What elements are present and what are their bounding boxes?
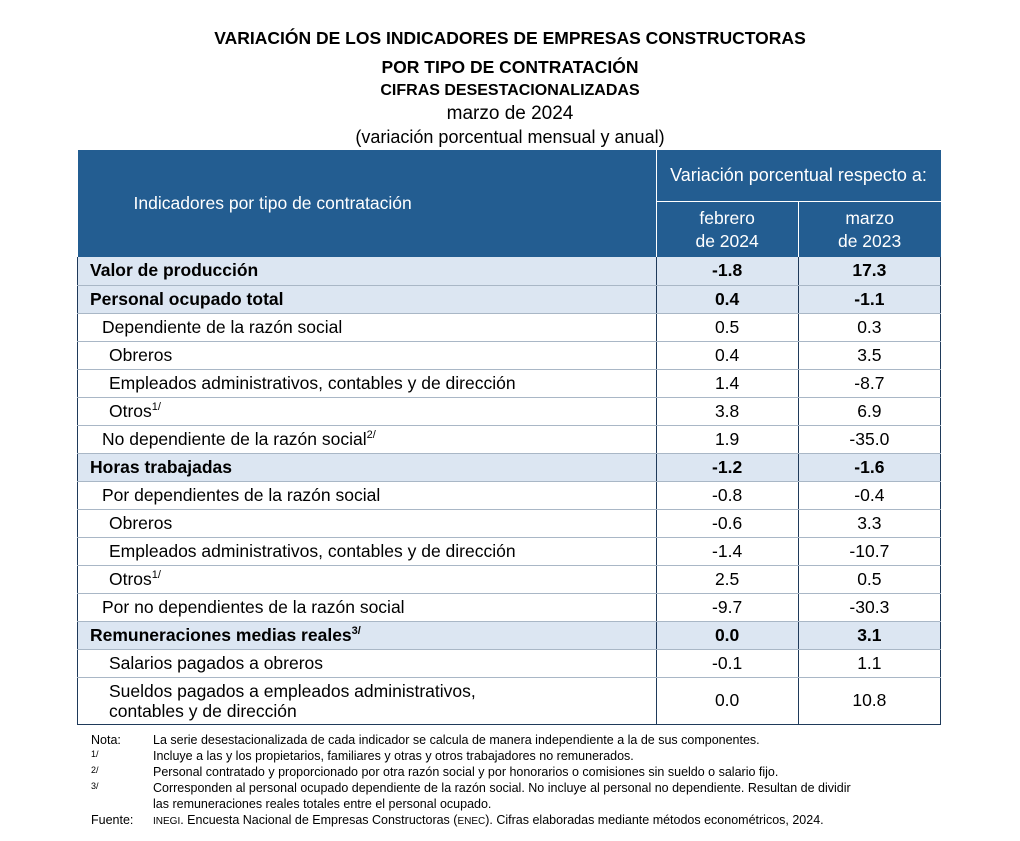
row-label-text: Horas trabajadas	[90, 456, 233, 477]
source-enec: ENEC	[457, 816, 486, 827]
row-value-mar: 10.8	[798, 677, 940, 724]
row-label-text: Obreros	[109, 344, 173, 365]
row-label	[78, 257, 657, 285]
source-inegi: INEGI	[153, 816, 181, 827]
header-col-mar	[798, 202, 940, 258]
table-row	[78, 341, 941, 369]
note-text: Personal contratado y proporcionado por otra razón social y por honorarios o comisiones sin sueldo o salario fijo.	[153, 765, 779, 779]
row-label-text: Remuneraciones medias reales	[90, 624, 352, 645]
footnote-ref: 3/	[351, 624, 361, 637]
row-label-text: Salarios pagados a obreros	[109, 652, 324, 673]
note-text	[153, 812, 961, 830]
row-label-text: Personal ocupado total	[90, 288, 284, 309]
row-label	[78, 677, 657, 724]
table-row	[78, 425, 941, 453]
row-label-text: Por no dependientes de la razón social	[102, 596, 405, 617]
note-key: 1/	[91, 749, 99, 759]
footnotes	[91, 732, 961, 830]
table-row	[78, 285, 941, 313]
row-value-feb: 3.8	[656, 397, 798, 425]
row-value-feb: -1.2	[656, 453, 798, 481]
table-row	[78, 257, 941, 285]
note-source	[91, 812, 961, 830]
row-value-mar: -1.1	[798, 285, 940, 313]
row-label	[78, 649, 657, 677]
note-key: Fuente:	[91, 813, 134, 827]
table-row	[78, 313, 941, 341]
title-line-3: CIFRAS DESESTACIONALIZADAS	[380, 82, 640, 99]
row-value-mar: -30.3	[798, 593, 940, 621]
row-label	[78, 425, 657, 453]
row-label	[78, 369, 657, 397]
row-value-feb: 0.0	[656, 621, 798, 649]
row-value-mar: -10.7	[798, 537, 940, 565]
row-value-feb: -1.8	[656, 257, 798, 285]
note-text: La serie desestacionalizada de cada indicador se calcula de manera independiente a la de sus componentes.	[153, 733, 760, 747]
header-col-feb-line2: de 2024	[695, 230, 759, 251]
row-label	[78, 565, 657, 593]
row-label	[78, 593, 657, 621]
footnote-ref: 1/	[151, 568, 161, 581]
table-row	[78, 649, 941, 677]
title-line-1: VARIACIÓN DE LOS INDICADORES DE EMPRESAS CONSTRUCTORAS	[214, 28, 806, 48]
note-text: Incluye a las y los propietarios, familiares y otras y otros trabajadores no remunerados.	[153, 749, 634, 763]
header-col-mar-line2: de 2023	[837, 230, 902, 251]
row-value-mar: -8.7	[798, 369, 940, 397]
row-label-text: Valor de producción	[90, 260, 259, 281]
row-value-mar: 0.3	[798, 313, 940, 341]
title-block	[0, 26, 1020, 147]
row-value-feb: -9.7	[656, 593, 798, 621]
table-row	[78, 509, 941, 537]
header-variation: Variación porcentual respecto a:	[656, 150, 941, 202]
row-label	[78, 509, 657, 537]
note-key: Nota:	[91, 733, 121, 747]
indicators-table	[77, 150, 941, 725]
row-value-feb: 0.5	[656, 313, 798, 341]
row-label	[78, 341, 657, 369]
row-value-feb: 2.5	[656, 565, 798, 593]
row-value-feb: 0.0	[656, 677, 798, 724]
row-value-mar: 3.1	[798, 621, 940, 649]
row-label-text: Obreros	[109, 512, 173, 533]
note-3	[91, 780, 961, 812]
header-indicators: Indicadores por tipo de contratación	[78, 150, 657, 257]
table-row	[78, 481, 941, 509]
row-label	[78, 313, 657, 341]
table-row	[78, 453, 941, 481]
note-key: 3/	[91, 781, 99, 791]
note-text	[153, 780, 961, 812]
row-value-mar: 3.3	[798, 509, 940, 537]
row-label-text-line1: Sueldos pagados a empleados administrativos,	[109, 680, 476, 701]
row-value-feb: -0.6	[656, 509, 798, 537]
row-label	[78, 285, 657, 313]
row-label-text: Dependiente de la razón social	[102, 316, 343, 337]
row-value-mar: 6.9	[798, 397, 940, 425]
row-value-feb: -0.8	[656, 481, 798, 509]
table-row	[78, 677, 941, 724]
footnote-ref: 2/	[366, 428, 376, 441]
row-label	[78, 453, 657, 481]
row-value-feb: 0.4	[656, 285, 798, 313]
row-value-feb: -0.1	[656, 649, 798, 677]
row-value-mar: -0.4	[798, 481, 940, 509]
note-key: 2/	[91, 765, 99, 775]
table-row	[78, 397, 941, 425]
note-general	[91, 732, 961, 748]
table-row	[78, 593, 941, 621]
row-label	[78, 537, 657, 565]
table-row	[78, 537, 941, 565]
note-2	[91, 764, 961, 780]
note-text-line1: Corresponden al personal ocupado dependiente de la razón social. No incluye al personal no dependiente. Resultan de dividir	[153, 781, 851, 795]
row-label-text: No dependiente de la razón social	[102, 428, 367, 449]
note-text-line2: las remuneraciones reales totales entre el personal ocupado.	[153, 797, 492, 811]
row-label-text-line2: contables y de dirección	[109, 700, 297, 721]
row-label-text: Otros	[109, 400, 152, 421]
row-label-text: Otros	[109, 568, 152, 589]
row-label-text: Empleados administrativos, contables y de dirección	[109, 540, 516, 561]
title-line-2: POR TIPO DE CONTRATACIÓN	[381, 57, 639, 77]
title-period: marzo de 2024	[446, 103, 574, 124]
table-row	[78, 565, 941, 593]
header-col-feb	[656, 202, 798, 258]
source-text-2: ). Cifras elaboradas mediante métodos econométricos, 2024.	[485, 813, 824, 827]
row-value-mar: 17.3	[798, 257, 940, 285]
row-label	[78, 481, 657, 509]
table-row	[78, 621, 941, 649]
row-value-feb: 1.9	[656, 425, 798, 453]
row-label	[78, 397, 657, 425]
row-value-feb: 0.4	[656, 341, 798, 369]
row-label-text: Por dependientes de la razón social	[102, 484, 381, 505]
row-value-mar: 3.5	[798, 341, 940, 369]
note-1	[91, 748, 961, 764]
row-value-mar: 1.1	[798, 649, 940, 677]
table-row	[78, 369, 941, 397]
source-text-1: . Encuesta Nacional de Empresas Constructoras (	[180, 813, 458, 827]
row-value-mar: -35.0	[798, 425, 940, 453]
title-units: (variación porcentual mensual y anual)	[355, 127, 665, 147]
row-value-feb: -1.4	[656, 537, 798, 565]
row-value-feb: 1.4	[656, 369, 798, 397]
header-col-mar-line1: marzo	[845, 207, 894, 228]
row-value-mar: 0.5	[798, 565, 940, 593]
row-label	[78, 621, 657, 649]
header-col-feb-line1: febrero	[699, 207, 755, 228]
footnote-ref: 1/	[151, 400, 161, 413]
row-value-mar: -1.6	[798, 453, 940, 481]
row-label-text: Empleados administrativos, contables y de dirección	[109, 372, 516, 393]
